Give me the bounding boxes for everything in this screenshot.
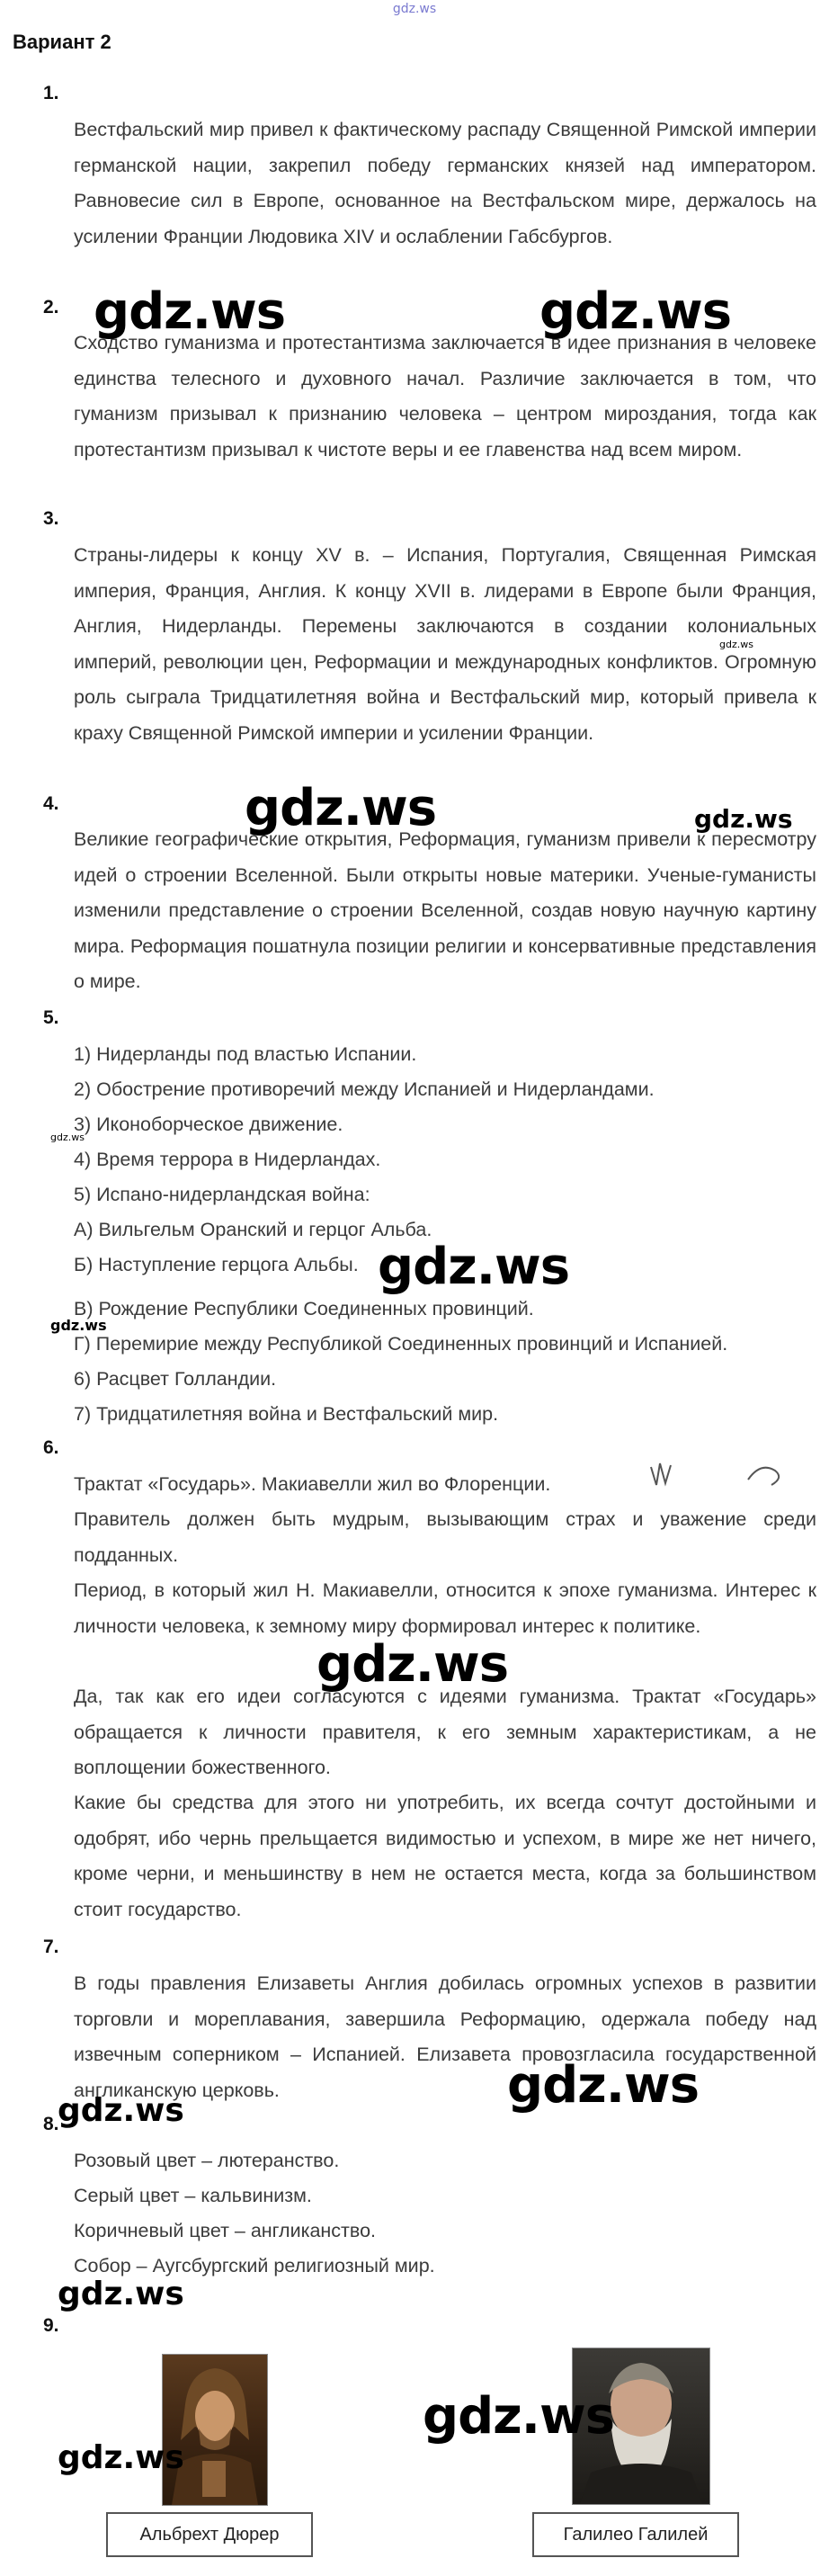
site-top-label[interactable]: gdz.ws <box>392 2 437 16</box>
list-item: 1) Нидерланды под властью Испании. <box>74 1043 417 1065</box>
watermark: gdz.ws <box>539 282 732 341</box>
answer-text-6-4: Да, так как его идеи согласуются с идеями гуманизма. Трактат «Государь» обращается к личности правителя, к его земным характеристикам, а не воплощении божественного. <box>74 1686 816 1778</box>
list-item: Б) Наступление герцога Альбы. <box>74 1254 359 1275</box>
list-item: Розовый цвет – лютеранство. <box>74 2150 340 2171</box>
answer-number-4: 4. <box>43 793 59 814</box>
list-item: Г) Перемирие между Республикой Соединенных провинций и Испанией. <box>74 1333 728 1355</box>
watermark: gdz.ws <box>50 1317 107 1334</box>
watermark: gdz.ws <box>719 639 753 650</box>
list-item: 5) Испано-нидерландская война: <box>74 1184 370 1205</box>
list-item: 4) Время террора в Нидерландах. <box>74 1149 381 1170</box>
watermark: gdz.ws <box>245 779 437 837</box>
list-item: В) Рождение Республики Соединенных провинций. <box>74 1298 534 1319</box>
answer-number-9: 9. <box>43 2315 59 2336</box>
answer-number-3: 3. <box>43 508 59 529</box>
list-item: 2) Обострение противоречий между Испанией и Нидерландами. <box>74 1078 655 1100</box>
watermark: gdz.ws <box>378 1238 570 1296</box>
list-item: Коричневый цвет – англиканство. <box>74 2220 377 2241</box>
watermark: gdz.ws <box>58 2276 184 2312</box>
watermark: gdz.ws <box>50 1131 85 1143</box>
answer-text-7: В годы правления Елизаветы Англия добилась огромных успехов в развитии торговли и мореплавания, завершила Реформацию, одержала победу над извечным соперником – Испанией. Елизавета провозгласила государственной англиканскую церковь. <box>74 1972 816 2101</box>
watermark: gdz.ws <box>507 2056 700 2115</box>
list-item: Собор – Аугсбургский религиозный мир. <box>74 2255 435 2276</box>
caption-galileo: Галилео Галилей <box>532 2512 739 2557</box>
watermark: gdz.ws <box>58 2092 184 2129</box>
answer-text-4: Великие географические открытия, Реформация, гуманизм привели к пересмотру идей о строении Вселенной. Были открыты новые материки. Ученые-гуманисты изменили представление о строении Вселенной, создав новую научную картину мира. Реформация пошатнула позиции религии и консервативные представления о мире. <box>74 828 816 992</box>
list-item: 6) Расцвет Голландии. <box>74 1368 277 1390</box>
scribble-mark-icon <box>649 1458 784 1494</box>
watermark: gdz.ws <box>94 282 286 341</box>
answer-number-8: 8. <box>43 2114 59 2134</box>
caption-durer: Альбрехт Дюрер <box>106 2512 313 2557</box>
answer-text-6-2: Правитель должен быть мудрым, вызывающим страх и уважение среди подданных. <box>74 1508 816 1566</box>
durer-portrait-image <box>162 2354 268 2506</box>
list-item: А) Вильгельм Оранский и герцог Альба. <box>74 1219 432 1240</box>
answer-number-1: 1. <box>43 83 59 103</box>
page-title: Вариант 2 <box>13 31 111 53</box>
watermark: gdz.ws <box>316 1635 509 1694</box>
list-item: 3) Иконоборческое движение. <box>74 1114 343 1135</box>
answer-number-6: 6. <box>43 1437 59 1458</box>
watermark: gdz.ws <box>423 2387 615 2446</box>
list-item: 7) Тридцатилетняя война и Вестфальский мир. <box>74 1403 499 1425</box>
answer-text-3: Страны-лидеры к концу XV в. – Испания, Португалия, Священная Римская империя, Франция, Англия. К концу XVII в. лидерами в Европе были Франция, Англия, Нидерланды. Перемены заключаются в создании колониальных империй, революции цен, Реформации и международных конфликтов. Огромную роль сыграла Тридцатилетняя война и Вестфальский мир, который привела к краху Священной Римской империи и усилении Франции. <box>74 544 816 744</box>
watermark: gdz.ws <box>58 2439 184 2476</box>
answer-text-6-5: Какие бы средства для этого ни употребить, их всегда сочтут достойными и одобрят, ибо чернь прельщается видимостью и успехом, в мире же нет ничего, кроме черни, и меньшинству в нем не остается места, когда за большинством стоит государство. <box>74 1792 816 1920</box>
list-item: Серый цвет – кальвинизм. <box>74 2185 312 2206</box>
answer-text-2: Сходство гуманизма и протестантизма заключается в идее признания в человеке единства телесного и духовного начал. Различие заключается в том, что гуманизм призывал к признанию человека – центром мироздания, тогда как протестантизм призывал к чистоте веры и ее главенства над всем миром. <box>74 332 816 461</box>
answer-text-1: Вестфальский мир привел к фактическому распаду Священной Римской империи германской нации, закрепил победу германских князей над императором. Равновесие сил в Европе, основанное на Вестфальском мире, держалось на усилении Франции Людовика XIV и ослаблении Габсбургов. <box>74 119 816 247</box>
answer-number-2: 2. <box>43 297 59 318</box>
watermark: gdz.ws <box>694 804 793 834</box>
answer-text-6-3: Период, в который жил Н. Макиавелли, относится к эпохе гуманизма. Интерес к личности человека, к земному миру формировал интерес к политике. <box>74 1579 816 1637</box>
answer-number-5: 5. <box>43 1007 59 1028</box>
answer-number-7: 7. <box>43 1936 59 1957</box>
answer-text-6-1: Трактат «Государь». Макиавелли жил во Флоренции. <box>74 1473 551 1495</box>
